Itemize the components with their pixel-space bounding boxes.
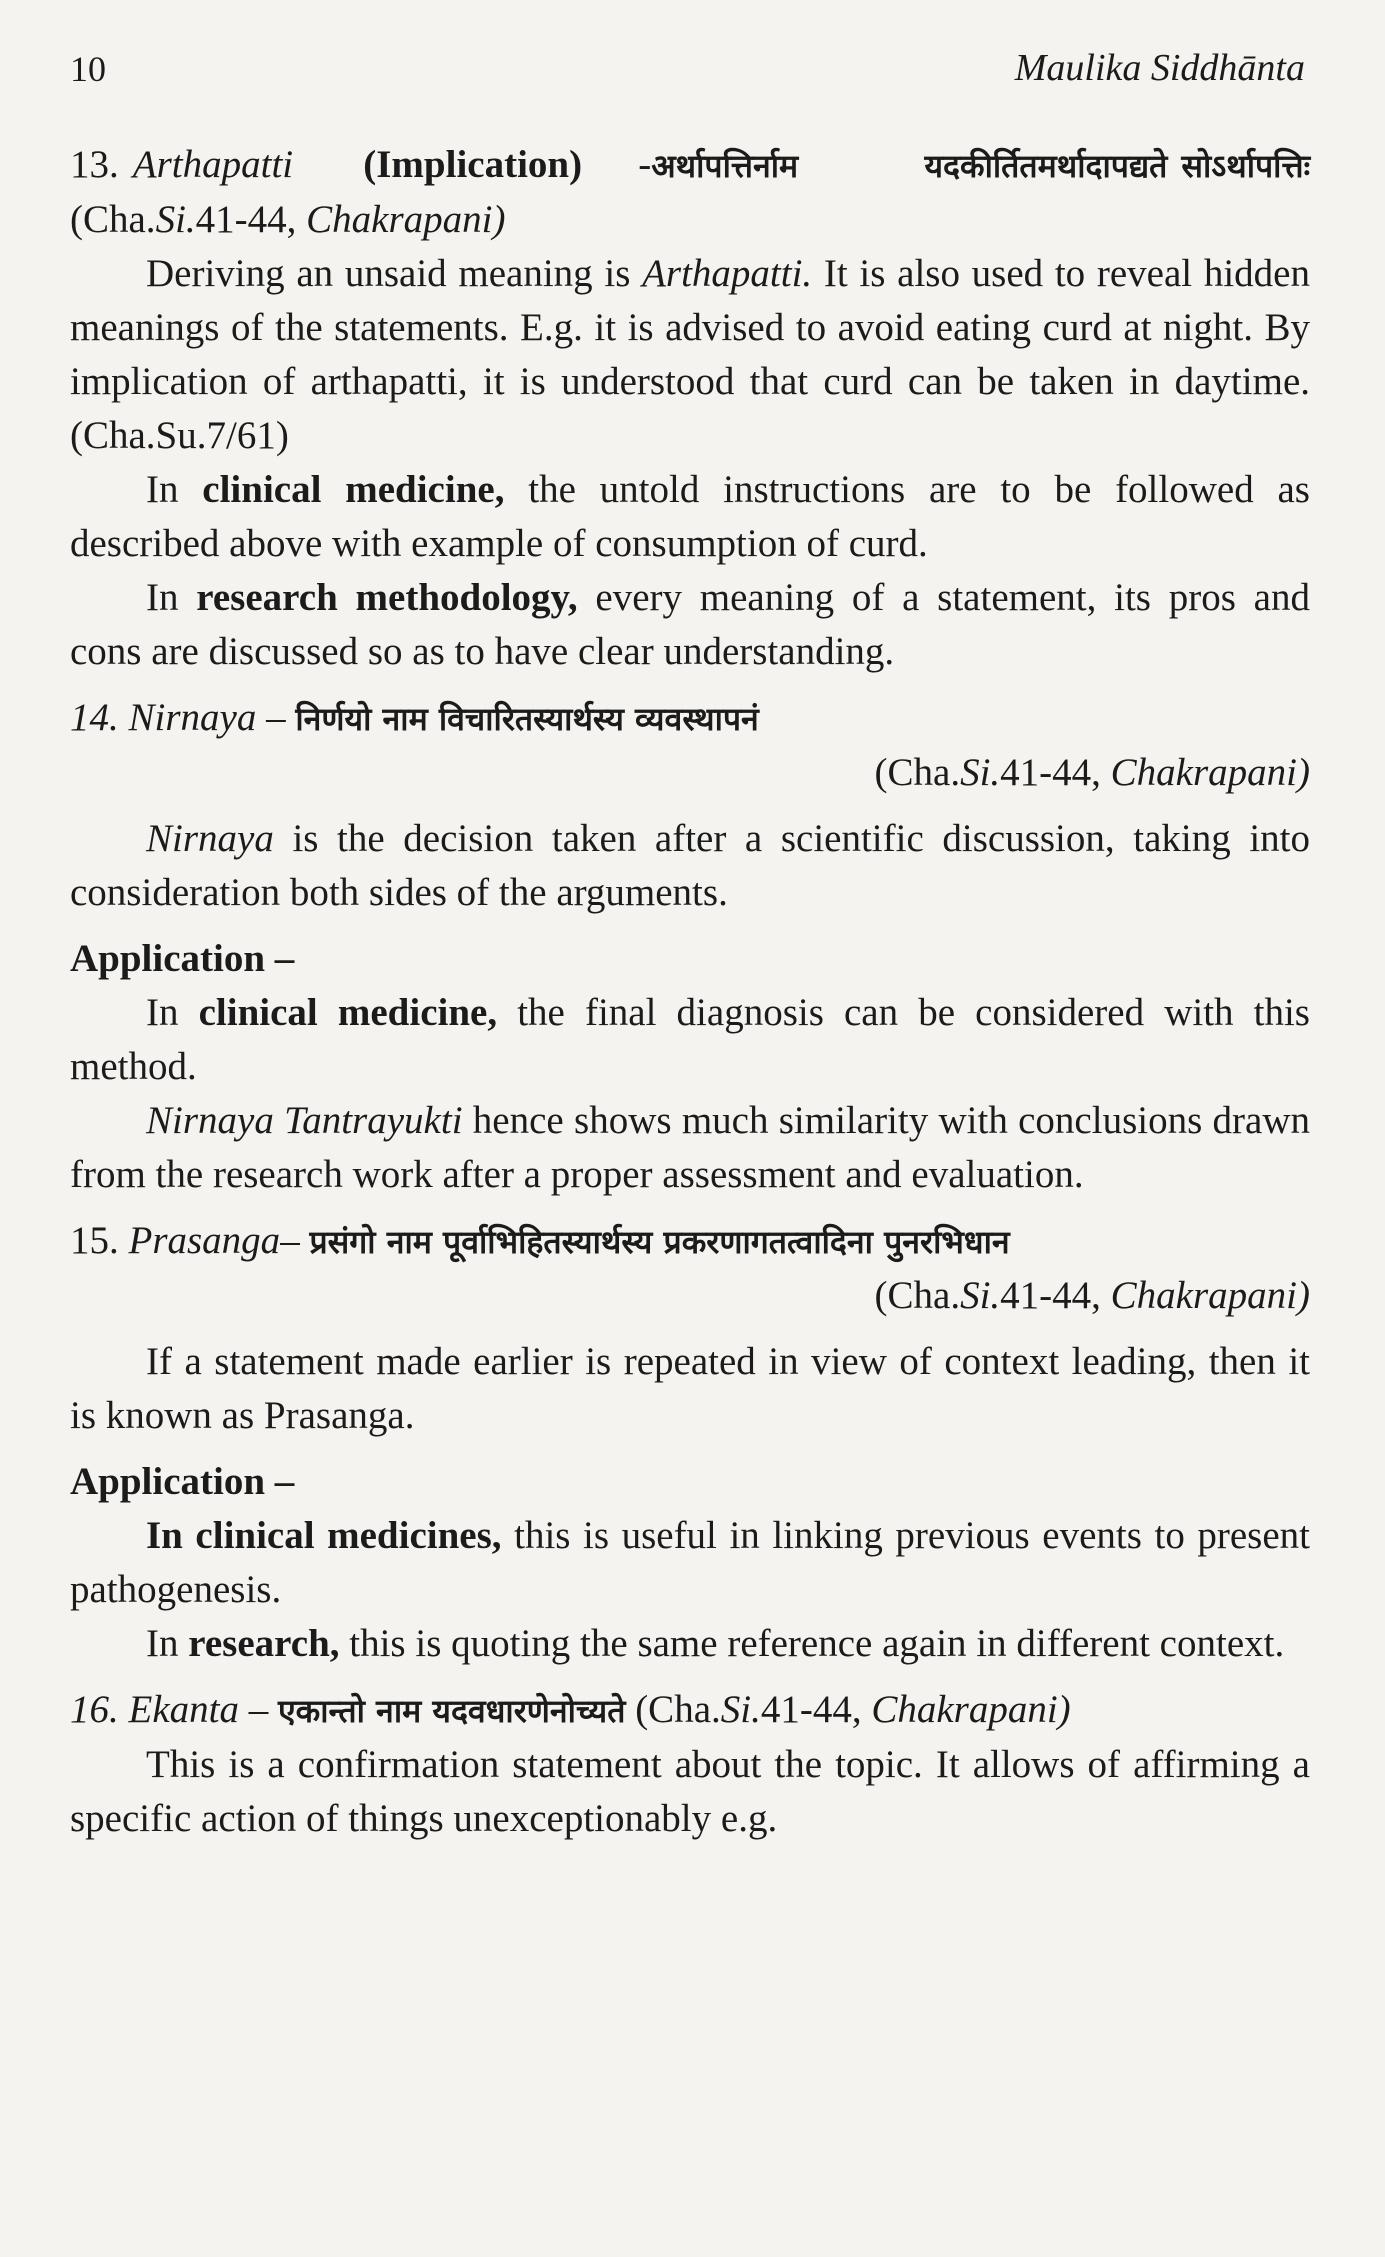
dash: – — [256, 696, 296, 739]
citation-part: Chakrapani) — [1110, 1274, 1310, 1317]
section-term: Ekanta — [128, 1688, 239, 1731]
citation-part: (Cha. — [625, 1688, 721, 1731]
text: In — [146, 1622, 189, 1665]
bold-term: In clinical medicines, — [146, 1514, 502, 1557]
sanskrit-text: एकान्तो नाम यदवधारणेनोच्यते — [277, 1692, 626, 1730]
sanskrit-text: निर्णयो नाम विचारितस्यार्थस्य व्यवस्थापनं — [295, 700, 759, 738]
section-gloss: (Implication) — [363, 143, 583, 186]
paragraph — [70, 463, 1310, 571]
citation — [70, 1269, 1310, 1323]
application-heading: Application – — [70, 1460, 295, 1503]
section-15-heading — [70, 1214, 1310, 1269]
sanskrit-text: प्रसंगो नाम पूर्वाभिहितस्यार्थस्य प्रकरणागतत्वादिना पुनरभिधान — [309, 1223, 1010, 1261]
text: It is also used to reveal hidden meanings of the statements. E.g. it is advised to avoid eating curd at night. By implication of arthapatti, it is understood that curd can be taken in daytime.(Cha.Su.7/61) — [70, 252, 1310, 457]
page-body — [70, 126, 1310, 1846]
paragraph: This is a confirmation statement about the topic. It allows of affirming a specific action of things unexceptionably e.g. — [70, 1743, 1310, 1840]
paragraph: If a statement made earlier is repeated in view of context leading, then it is known as Prasanga. — [70, 1340, 1310, 1437]
citation — [70, 746, 1310, 800]
section-term: Arthapatti — [132, 143, 294, 186]
citation-part: 41-44, — [760, 1688, 862, 1731]
bold-term: research methodology, — [196, 576, 578, 619]
application-heading: Application – — [70, 937, 295, 980]
citation-part: Chakrapani) — [1110, 751, 1310, 794]
bold-term: clinical medicine, — [198, 991, 498, 1034]
citation-part: Si. — [960, 1274, 1001, 1317]
text: In — [146, 468, 203, 511]
section-number: 13. — [70, 143, 119, 186]
text: the final diagnosis can be considered with this method. — [70, 991, 1310, 1088]
dash: – — [238, 1688, 278, 1731]
citation-part: (Cha. — [874, 751, 961, 794]
section-16-heading — [70, 1683, 1310, 1738]
text: In — [146, 991, 199, 1034]
dash: - — [638, 143, 652, 186]
dash: – — [280, 1219, 310, 1262]
term: Nirnaya Tantrayukti — [146, 1099, 463, 1142]
section-14-heading — [70, 691, 1310, 746]
paragraph — [70, 986, 1310, 1094]
section-number: 16. — [70, 1688, 119, 1731]
section-number: 14. — [70, 696, 119, 739]
citation: (Cha. — [70, 198, 156, 241]
text: the untold instructions are to be followed as described above with example of consumption of curd. — [70, 468, 1310, 565]
bold-term: clinical medicine, — [202, 468, 505, 511]
citation-part: Si. — [720, 1688, 761, 1731]
paragraph — [70, 1617, 1310, 1671]
text: every meaning of a statement, its pros and cons are discussed so as to have clear understanding. — [70, 576, 1310, 673]
citation-part: 41-44, — [1000, 751, 1101, 794]
text: hence shows much similarity with conclusions drawn from the research work after a proper assessment and evaluation. — [70, 1099, 1310, 1196]
citation-part: (Cha. — [874, 1274, 961, 1317]
sanskrit-text: यदकीर्तितमर्थादापद्यते — [924, 147, 1168, 185]
citation-part: Chakrapani) — [871, 1688, 1071, 1731]
citation-part: Chakrapani) — [306, 198, 506, 241]
term: Arthapatti. — [642, 252, 813, 295]
text: this is useful in linking previous events to present pathogenesis. — [70, 1514, 1310, 1611]
paragraph — [70, 571, 1310, 679]
section-term: Prasanga — [128, 1219, 281, 1262]
paragraph — [70, 1094, 1310, 1202]
citation-part: 41-44, — [195, 198, 297, 241]
text: is the decision taken after a scientific discussion, taking into consideration both sides of the arguments. — [70, 817, 1310, 914]
text: Deriving an unsaid meaning is — [146, 252, 643, 295]
paragraph — [70, 1509, 1310, 1617]
text: In — [146, 576, 197, 619]
running-title: Maulika Siddhānta — [1014, 47, 1305, 89]
citation-part: Si. — [960, 751, 1001, 794]
paragraph — [70, 247, 1310, 463]
citation-part: Si. — [155, 198, 196, 241]
citation-part: 41-44, — [1000, 1274, 1101, 1317]
sanskrit-text: अर्थापत्तिर्नाम — [651, 147, 799, 185]
bold-term: research, — [188, 1622, 340, 1665]
text: this is quoting the same reference again in different context. — [339, 1622, 1285, 1665]
paragraph — [70, 812, 1310, 920]
term: Nirnaya — [146, 817, 274, 860]
sanskrit-text: सोऽर्थापत्तिः — [1181, 147, 1311, 185]
page-number: 10 — [70, 49, 106, 89]
section-number: 15. — [70, 1219, 119, 1262]
section-term: Nirnaya — [128, 696, 257, 739]
section-13-heading — [70, 138, 1310, 247]
